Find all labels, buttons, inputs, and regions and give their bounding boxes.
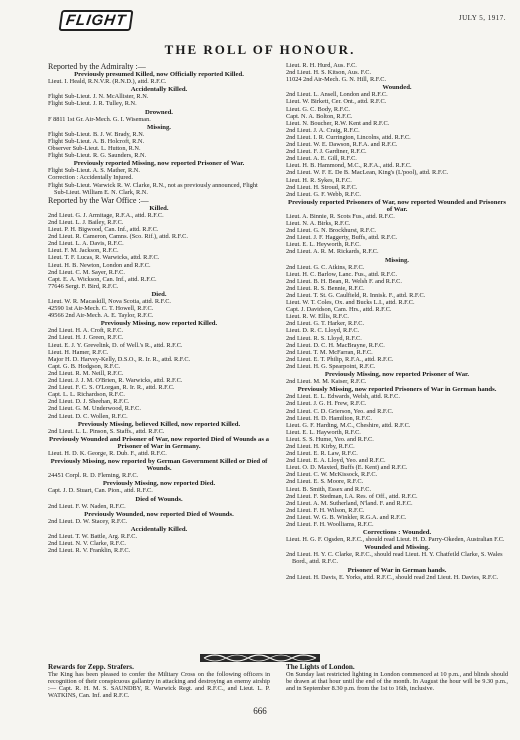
list-item: 2nd Lieut. J. J. M. O'Brien, R. Warwicks, attd. R.F.C.	[48, 377, 183, 385]
list-item: 2nd Lieut. J. A. Craig, R.F.C.	[286, 126, 360, 134]
left-column	[48, 62, 270, 554]
list-item: 2nd Lieut. G. F. Webb, R.F.C.	[286, 190, 361, 198]
list-item: 2nd Lieut. G. N. Brockhurst, R.F.C.	[286, 227, 377, 235]
list-item: Lieut. E. J. Y. Grevelink, D. of Well.'s R., attd. R.F.C.	[48, 341, 183, 349]
list-item: 2nd Lieut. L. L. Pinson, S. Staffs., attd. R.F.C.	[48, 427, 165, 435]
list-item: Flight Sub-Lieut. J. N. McAllister, R.N.	[48, 93, 149, 101]
list-item: Lieut. P. H. Bigwood, Can. Inf., attd. R.F.C.	[48, 226, 159, 234]
list-item: 2nd Lieut. E. S. Moore, R.F.C.	[286, 478, 364, 486]
lights-text: On Sunday last restricted lighting in London commenced at 10 p.m., and blinds should be drawn at that hour until the end of the month. In August the hour will be 9.30 p.m., and in September 8.30 p.m. from the 1st to 16th, inclusive.	[286, 671, 508, 693]
list-item: 2nd Lieut. H. Kirby, R.F.C.	[286, 442, 355, 450]
list-item: 2nd Lieut. W. F. E. De B. MacLean, King's (L'pool), attd. R.F.C.	[286, 169, 449, 177]
list-item: 2nd Lieut. C. W. McKissock, R.F.C.	[286, 471, 378, 479]
list-item: Lieut. H. C. Barlow, Lanc. Fus., attd. R.F.C.	[286, 270, 398, 278]
report-heading: Reported by the War Office :—	[48, 195, 149, 205]
list-item: 2nd Lieut. T. St. G. Caulfield, R. Innisk. F., attd. R.F.C.	[286, 292, 426, 299]
list-item: Lieut. H. Hamer, R.F.C.	[48, 348, 109, 356]
list-item: Lieut. T. F. Lucas, R. Warwicks, attd. R.F.C.	[48, 254, 160, 262]
list-item: Lieut. H. B. Newton, London and R.F.C.	[48, 261, 151, 269]
list-item: 2nd Lieut. B. H. Bean, R. Welsh F. and R.F.C.	[286, 277, 402, 285]
rewards-heading: Rewards for Zepp. Strafers.	[48, 663, 134, 671]
list-item: Lieut. E. L. Hayworth, R.F.C.	[286, 428, 361, 436]
section-heading: Previously presumed Killed, now Officially reported Killed.	[74, 71, 244, 79]
section-heading: Previously Missing, now reported Died.	[102, 480, 216, 488]
list-item: 2nd Lieut. R. V. Franklin, R.F.C.	[48, 547, 131, 555]
list-item: 2nd Lieut. W. E. Dawson, R.F.A. and R.F.C.	[286, 141, 398, 149]
list-item: 2nd Lieut. J. F. Haggerty, Buffs, attd. R.F.C.	[286, 234, 398, 242]
list-item: 2nd Lieut. H. Davis, E. Yorks, attd. R.F.C., should read 2nd Lieut. H. Davies, R.F.C.	[286, 573, 499, 581]
list-item: 2nd Lieut. H. J. Green, R.F.C.	[48, 334, 124, 342]
right-column	[286, 62, 508, 581]
list-item: 2nd Lieut. F. J. Gardiner, R.F.C.	[286, 148, 367, 156]
list-item: Capt. E. A. Wickson, Can. Inf., attd. R.F.C.	[48, 275, 157, 283]
list-item: Lieut. I. Heald, R.N.V.R. (R.N.D.), attd. R.F.C.	[48, 78, 167, 86]
section-heading: Died.	[151, 290, 167, 298]
list-item: 2nd Lieut. A. R. M. Rickards, R.F.C.	[286, 248, 379, 256]
list-item: 2nd Lieut. G. M. Underwood, R.F.C.	[48, 405, 141, 413]
list-item: 2nd Lieut. F. C. S. O'Lorgan, R. Ir. R., attd. R.F.C.	[48, 384, 175, 392]
list-item: Capt. N. A. Bolton, R.F.C.	[286, 112, 353, 120]
list-item: 2nd Lieut. D. J. Sheehan, R.F.C.	[48, 398, 130, 406]
list-item: Lieut. A. Binnie, R. Scots Fus., attd. R.F.C.	[286, 212, 395, 220]
list-item: F 8811 1st Gr. Air-Mech. G. I. Wiseman.	[48, 115, 151, 123]
list-item: 2nd Lieut. R. M. Neill, R.F.C.	[48, 369, 124, 377]
rewards-article	[48, 664, 270, 699]
list-item: 2nd Lieut. R. S. Lloyd, R.F.C.	[286, 334, 362, 342]
list-item: Lieut. N. Boucher, R.W. Kent and R.F.C.	[286, 119, 390, 127]
section-heading: Previously Missing, now reported by German Government Killed or Died of Wounds.	[50, 458, 268, 473]
list-item: 49566 2nd Air-Mech. A. E. Taylor, R.F.C.	[48, 312, 154, 320]
list-item: 2nd Lieut. F. H. Wilson, R.F.C.	[286, 506, 365, 514]
list-item: Lieut. W. R. Macaskill, Nova Scotia, attd. R.F.C.	[48, 298, 171, 305]
list-item: Lieut. H. R. Sykes, R.F.C.	[286, 176, 352, 184]
lights-article	[286, 664, 508, 692]
section-heading: Accidentally Killed.	[130, 86, 188, 94]
section-heading: Died of Wounds.	[135, 495, 183, 503]
list-item: 2nd Lieut. F. Stedman, I.A. Res. of Off., attd. R.F.C.	[286, 492, 418, 500]
list-item: Major H. D. Harvey-Kelly, D.S.O., R. Ir. R., attd. R.F.C.	[48, 355, 191, 363]
list-item: 2nd Lieut. M. M. Kaiser, R.F.C.	[286, 378, 367, 386]
section-heading: Previously Missing, now reported Killed.	[100, 320, 218, 328]
masthead	[60, 10, 132, 31]
list-item: 2nd Lieut. G. C. Atkins, R.F.C.	[286, 263, 365, 271]
section-heading: Missing.	[385, 256, 409, 264]
list-item: 2nd Lieut. T. M. McFarran, R.F.C.	[286, 348, 373, 356]
list-item: 2nd Lieut. F. H. Woolliams, R.F.C.	[286, 521, 374, 528]
list-item: Lieut. G. F. Harding, M.C., Cheshire, attd. R.F.C.	[286, 421, 411, 429]
list-item: 2nd Lieut. D. C. H. MacBrayne, R.F.C.	[286, 341, 385, 349]
section-heading: Previously Wounded and Prisoner of War, now reported Died of Wounds as a Prisoner of War in Germany.	[49, 435, 269, 450]
section-heading: Missing.	[147, 123, 171, 131]
flight-logo: FLIGHT	[59, 10, 134, 31]
list-item: 2nd Lieut. R. S. Bennie, R.F.C.	[286, 284, 365, 292]
list-item: 24451 Corpl. R. D. Fleming, R.F.C.	[48, 472, 139, 480]
section-heading: Killed.	[149, 204, 169, 212]
list-item: Lieut. H. G. F. Ogsden, R.F.C., should read Lieut. H. D. Parry-Okeden, Australian F.C.	[286, 536, 505, 544]
list-item: Lieut. O. D. Maxted, Buffs (E. Kent) and R.F.C.	[286, 464, 408, 472]
list-item: Lieut. S. S. Hume, Yeo. and R.F.C.	[286, 435, 374, 443]
section-heading: Previously Missing, believed Killed, now reported Killed.	[77, 420, 241, 428]
issue-date: JULY 5, 1917.	[458, 14, 506, 22]
list-item: 2nd Lieut. T. W. Battle, Arg. R.F.C.	[48, 533, 138, 540]
list-item: Flight Sub-Lieut. A. B. Holcroft, R.N.	[48, 137, 145, 145]
list-item: Lieut. E. L. Heyworth, R.F.C.	[286, 241, 361, 249]
list-item: 2nd Lieut. G. T. Harker, R.F.C.	[286, 320, 365, 328]
section-heading: Accidentally Killed.	[130, 525, 188, 533]
section-heading: Previously Missing, now reported Prisoner of War.	[324, 371, 470, 379]
list-item: Lieut. H. D. K. George, R. Dub. F., attd. R.F.C.	[48, 449, 167, 457]
section-heading: Previously reported Missing, now reported Prisoner of War.	[73, 160, 245, 168]
list-item: Capt. G. B. Hodgson, R.F.C.	[48, 362, 121, 370]
list-item: 2nd Lieut. A. M. Sutherland, N'land. F. and R.F.C.	[286, 499, 413, 507]
list-item: Lieut. W. Birkett, Cer. Ont., attd. R.F.C.	[286, 98, 387, 106]
section-heading: Previously Wounded, now reported Died of Wounds.	[84, 510, 234, 518]
list-item: 2nd Lieut. L. J. Bailey, R.F.C.	[48, 218, 124, 226]
list-item: 2nd Lieut. H. S. Kitson, Aus. F.C.	[286, 69, 372, 77]
list-item: Flight Sub-Lieut. R. G. Saunders, R.N.	[48, 152, 147, 160]
section-heading: Wounded and Missing.	[364, 544, 430, 552]
list-item: Flight Sub-Lieut. B. J. W. Brady, R.N.	[48, 130, 145, 138]
list-item: Lieut. W. T. Coles, Ox. and Bucks L.I., attd. R.F.C.	[286, 299, 415, 307]
section-heading: Wounded.	[382, 84, 412, 92]
list-item: Lieut. H. B. Hammond, M.C., R.F.A., attd. R.F.C.	[286, 162, 412, 170]
list-item: Capt. J. D. Stuart, Can. Pion., attd. R.F.C.	[48, 487, 153, 495]
list-item: 2nd Lieut. C. M. Sayer, R.F.C.	[48, 268, 125, 276]
list-item: 2nd Lieut. E. L. Edwards, Welsh, attd. R.F.C.	[286, 393, 400, 401]
list-item: 2nd Lieut. L. Ansell, London and R.F.C.	[286, 91, 388, 99]
list-item: Flight Sub-Lieut. Warwick R. W. Clarke, R.N., not as previously announced, Flight Sub-Lieut. William E. N. Clark, R.N.	[48, 181, 258, 196]
list-item: Correction : Accidentally Injured.	[48, 174, 133, 182]
list-item: 2nd Lieut. J. G. H. Frew, R.F.C.	[286, 400, 367, 408]
page-number: 666	[253, 706, 267, 716]
list-item: 2nd Lieut. D. C. Wollen, R.F.C.	[48, 412, 128, 420]
list-item: 2nd Lieut. L. A. Davis, R.F.C.	[48, 240, 124, 248]
list-item: 2nd Lieut. E. T. Philip, R.F.A., attd. R.F.C.	[286, 355, 394, 363]
section-heading: Previously Missing, now reported Prisoners of War in German hands.	[297, 386, 497, 394]
list-item: 2nd Lieut. H. G. Spearpoint, R.F.C.	[286, 362, 376, 370]
list-item: Lieut. N. A. Birks, R.F.C.	[286, 220, 351, 228]
list-item: 2nd Lieut. F. W. Naden, R.F.C.	[48, 502, 126, 510]
list-item: 2nd Lieut. R. Cameron, Camns. (Sco. Rif.), attd. R.F.C.	[48, 233, 188, 241]
list-item: 11024 2nd Air-Mech. G. N. Hill, R.F.C.	[286, 76, 387, 84]
report-heading: Reported by the Admiralty :—	[48, 62, 146, 71]
list-item: Lieut. B. Smith, Essex and R.F.C.	[286, 485, 372, 493]
list-item: 42590 1st Air-Mech. C. T. Howell, R.F.C.	[48, 305, 154, 313]
list-item: Capt. J. Davidson, Cam. Hrs., attd. R.F.C.	[286, 306, 392, 314]
list-item: Observer Sub-Lieut. L. Hutton, R.N.	[48, 145, 141, 153]
list-item: Lieut. G. C. Body, R.F.C.	[286, 105, 350, 113]
list-item: Flight Sub-Lieut. A. S. Mather, R.N.	[48, 167, 140, 175]
list-item: 2nd Lieut. H. Stroud, R.F.C.	[286, 183, 358, 191]
list-item: 2nd Lieut. A. E. Gill, R.F.C.	[286, 155, 357, 163]
list-item: Flight Sub-Lieut. J. R. Tulley, R.N.	[48, 100, 137, 108]
list-item: 2nd Lieut. H. D. Hamilton, R.F.C.	[286, 414, 372, 422]
list-item: 2nd Lieut. C. D. Grierson, Yeo. and R.F.C.	[286, 407, 394, 415]
list-item: 2nd Lieut. E. R. Law, R.F.C.	[286, 450, 358, 458]
list-item: Lieut. R. H. Hurd, Aus. F.C.	[286, 62, 357, 69]
lights-heading: The Lights of London.	[286, 663, 355, 671]
list-item: Lieut. D. R. C. Lloyd, R.F.C.	[286, 327, 360, 335]
list-item: Capt. L. L. Richardson, R.F.C.	[48, 391, 125, 399]
list-item: 2nd Lieut. W. G. B. Winkler, R.G.A. and R.F.C.	[286, 513, 407, 521]
list-item: 2nd Lieut. H. A. Croft, R.F.C.	[48, 327, 124, 335]
list-item: 2nd Lieut. N. V. Clarke, R.F.C.	[48, 540, 126, 548]
list-item: 2nd Lieut. H. Y. C. Clarke, R.F.C., should read Lieut. H. Y. Chatfeild Clarke, S. Wales Bord., attd. R.F.C.	[286, 551, 503, 566]
rewards-text: The King has been pleased to confer the Military Cross on the following officers in recognition of their conspicuous gallantry in attacking and destroying an enemy airship :— Capt. R. H. M. S. SAUNDBY, R. Warwick Regt. and R.F.C., and Lieut. L. P. WATKINS, Can. Inf. and R.F.C.	[48, 671, 270, 700]
list-item: 2nd Lieut. I. R. Currington, Lincolns, attd. R.F.C.	[286, 133, 411, 141]
list-item: Lieut. R. W. Ellis, R.F.C.	[286, 313, 349, 321]
list-item: 2nd Lieut. E. A. Lloyd, Yeo. and R.F.C.	[286, 457, 386, 465]
section-heading: Corrections : Wounded.	[362, 529, 432, 537]
page-title: THE ROLL OF HONOUR.	[164, 42, 356, 57]
list-item: Lieut. F. M. Jackson, R.F.C.	[48, 247, 119, 255]
list-item: 77646 Sergt. F. Bird, R.F.C.	[48, 282, 119, 290]
list-item: 2nd Lieut. G. J. Armitage, R.F.A., attd. R.F.C.	[48, 211, 164, 219]
section-heading: Prisoner of War in German hands.	[347, 566, 447, 574]
list-item: 2nd Lieut. D. W. Stacey, R.F.C.	[48, 517, 128, 525]
section-heading: Previously reported Prisoners of War, now reported Wounded and Prisoners of War.	[288, 198, 506, 213]
section-heading: Drowned.	[145, 108, 173, 116]
